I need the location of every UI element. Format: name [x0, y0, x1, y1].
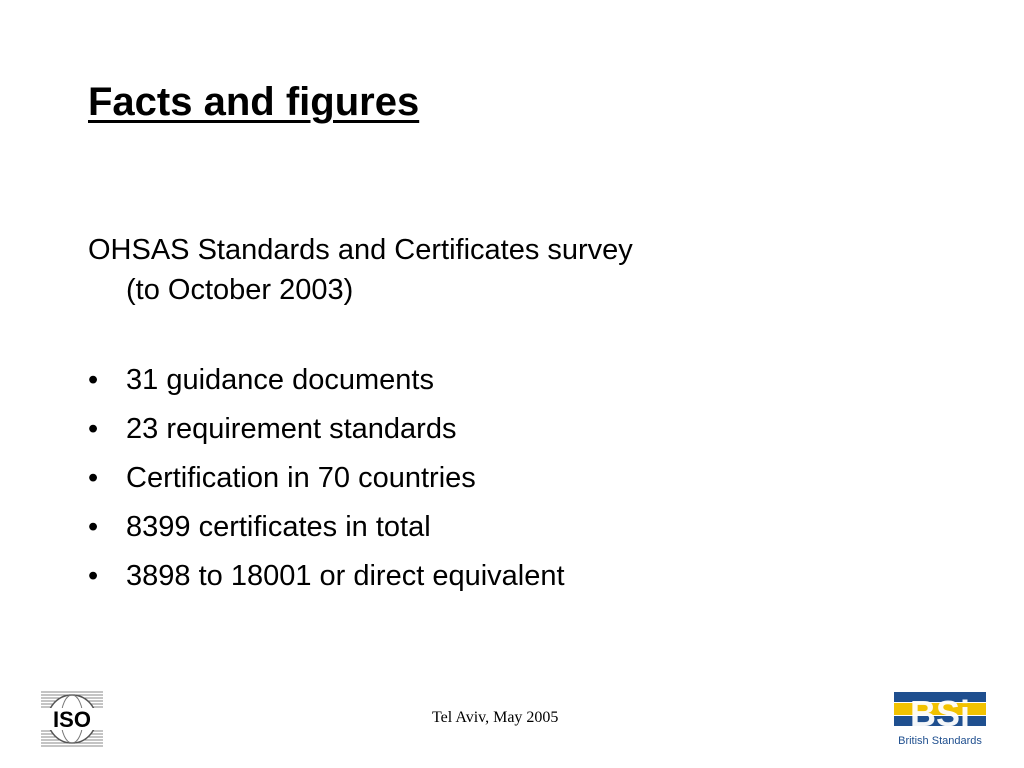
bsi-logo-letters: BSi: [909, 693, 971, 734]
footer-location-date: Tel Aviv, May 2005: [432, 709, 559, 726]
bullet-icon: •: [88, 364, 99, 396]
bullet-item: [88, 358, 565, 407]
bullet-item: [88, 407, 565, 456]
bullet-icon: •: [88, 413, 99, 445]
iso-logo-icon: [41, 690, 103, 748]
slide-title: Facts and figures: [88, 80, 420, 124]
bullet-item: [88, 554, 565, 603]
intro-line-2: (to October 2003): [126, 274, 354, 306]
bullet-item: [88, 505, 565, 554]
bullet-icon: •: [88, 560, 99, 592]
intro-text: [88, 230, 788, 310]
bsi-logo-icon: [893, 689, 987, 749]
bullet-text: 31 guidance documents: [126, 364, 434, 396]
bullet-text: 23 requirement standards: [126, 413, 457, 445]
bsi-logo-caption: British Standards: [898, 735, 982, 747]
intro-line-1: OHSAS Standards and Certificates survey: [88, 234, 633, 266]
bullet-icon: •: [88, 462, 99, 494]
bullet-text: Certification in 70 countries: [126, 462, 476, 494]
bullet-list: [88, 358, 565, 603]
bullet-icon: •: [88, 511, 99, 543]
iso-logo-text: ISO: [53, 707, 91, 732]
bullet-item: [88, 456, 565, 505]
bullet-text: 3898 to 18001 or direct equivalent: [126, 560, 565, 592]
bullet-text: 8399 certificates in total: [126, 511, 431, 543]
